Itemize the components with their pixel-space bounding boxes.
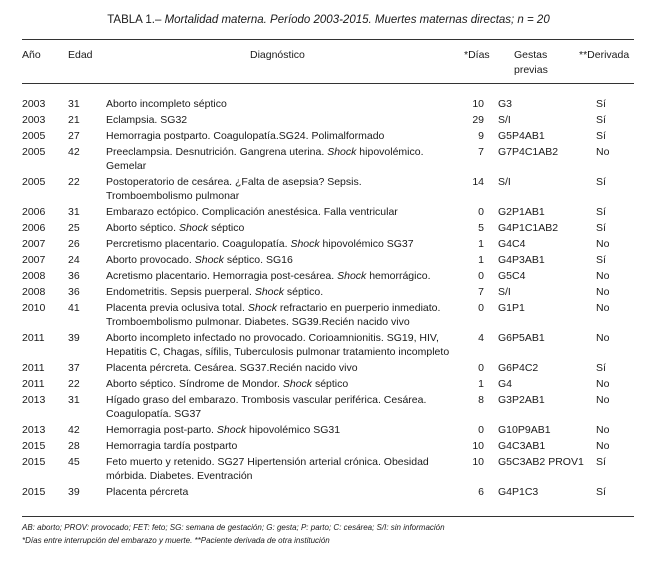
cell-derivada: No bbox=[596, 332, 610, 344]
caption-text: Mortalidad materna. Período 2003-2015. Muertes maternas directas; n = 20 bbox=[164, 14, 550, 26]
cell-age: 22 bbox=[68, 378, 80, 390]
cell-gestas: S/I bbox=[498, 114, 511, 126]
cell-gestas: G4 bbox=[498, 378, 513, 390]
cell-days: 10 bbox=[472, 440, 484, 452]
cell-days: 0 bbox=[478, 362, 484, 374]
cell-age: 25 bbox=[68, 222, 80, 234]
cell-derivada: Sí bbox=[596, 254, 606, 266]
cell-days: 1 bbox=[478, 254, 484, 266]
header-days: *Días bbox=[464, 49, 490, 61]
cell-days: 5 bbox=[478, 222, 484, 234]
footnote-definitions: *Días entre interrupción del embarazo y muerte. **Paciente derivada de otra institución bbox=[22, 536, 330, 545]
cell-year: 2008 bbox=[22, 286, 46, 298]
cell-year: 2008 bbox=[22, 270, 46, 282]
cell-year: 2005 bbox=[22, 130, 46, 142]
cell-derivada: No bbox=[596, 378, 610, 390]
cell-gestas: G6P5AB1 bbox=[498, 332, 545, 344]
cell-diagnosis-line: Gemelar bbox=[106, 160, 147, 172]
header-derivada: **Derivada bbox=[579, 49, 630, 61]
cell-days: 0 bbox=[478, 424, 484, 436]
cell-derivada: Sí bbox=[596, 456, 606, 468]
cell-age: 37 bbox=[68, 362, 80, 374]
cell-gestas: G4P1C1AB2 bbox=[498, 222, 559, 234]
header-year: Año bbox=[22, 49, 41, 61]
cell-derivada: No bbox=[596, 270, 610, 282]
cell-diagnosis-line: Percretismo placentario. Coagulopatía. Shock hipovolémico SG37 bbox=[106, 238, 414, 250]
cell-derivada: Sí bbox=[596, 486, 606, 498]
header-gestas-line1: Gestas bbox=[514, 49, 548, 61]
cell-age: 26 bbox=[68, 238, 80, 250]
cell-diagnosis-line: Placenta pércreta. Cesárea. SG37.Recién nacido vivo bbox=[106, 362, 358, 374]
cell-gestas: G4P3AB1 bbox=[498, 254, 545, 266]
cell-gestas: G6P4C2 bbox=[498, 362, 539, 374]
cell-diagnosis-line: Aborto provocado. Shock séptico. SG16 bbox=[106, 254, 293, 266]
cell-year: 2011 bbox=[22, 362, 45, 374]
cell-diagnosis-line: Embarazo ectópico. Complicación anestésica. Falla ventricular bbox=[106, 206, 398, 218]
cell-diagnosis-line: Postoperatorio de cesárea. ¿Falta de asepsia? Sepsis. bbox=[106, 176, 362, 188]
cell-derivada: No bbox=[596, 394, 610, 406]
cell-year: 2005 bbox=[22, 146, 46, 158]
cell-derivada: No bbox=[596, 286, 610, 298]
header-age: Edad bbox=[68, 49, 93, 61]
cell-age: 42 bbox=[68, 424, 80, 436]
cell-days: 7 bbox=[478, 146, 484, 158]
cell-diagnosis-line: Coagulopatía. SG37 bbox=[106, 408, 202, 420]
cell-derivada: No bbox=[596, 302, 610, 314]
cell-derivada: Sí bbox=[596, 362, 606, 374]
cell-year: 2003 bbox=[22, 114, 46, 126]
cell-days: 14 bbox=[472, 176, 484, 188]
cell-year: 2010 bbox=[22, 302, 46, 314]
cell-age: 45 bbox=[68, 456, 80, 468]
cell-derivada: No bbox=[596, 424, 610, 436]
header-rule bbox=[22, 83, 634, 84]
cell-diagnosis-line: Preeclampsia. Desnutrición. Gangrena uterina. Shock hipovolémico. bbox=[106, 146, 424, 158]
cell-days: 10 bbox=[472, 456, 484, 468]
cell-gestas: G3 bbox=[498, 98, 513, 110]
cell-gestas: G5C4 bbox=[498, 270, 526, 282]
cell-diagnosis-line: Aborto incompleto séptico bbox=[106, 98, 227, 110]
cell-age: 42 bbox=[68, 146, 80, 158]
cell-year: 2015 bbox=[22, 486, 46, 498]
cell-derivada: Sí bbox=[596, 130, 606, 142]
cell-gestas: G4C3AB1 bbox=[498, 440, 546, 452]
cell-days: 0 bbox=[478, 302, 484, 314]
cell-gestas: G7P4C1AB2 bbox=[498, 146, 559, 158]
footnote-abbreviations: AB: aborto; PROV: provocado; FET: feto; SG: semana de gestación; G: gesta; P: parto; C: cesárea; S/I: sin información bbox=[22, 523, 445, 532]
cell-days: 29 bbox=[472, 114, 484, 126]
cell-year: 2006 bbox=[22, 206, 46, 218]
cell-diagnosis-line: Placenta pércreta bbox=[106, 486, 189, 498]
cell-year: 2011 bbox=[22, 332, 45, 344]
cell-gestas: S/I bbox=[498, 286, 511, 298]
cell-diagnosis-line: Hemorragia post-parto. Shock hipovolémico SG31 bbox=[106, 424, 341, 436]
cell-age: 31 bbox=[68, 206, 80, 218]
cell-age: 28 bbox=[68, 440, 80, 452]
cell-derivada: Sí bbox=[596, 98, 606, 110]
cell-year: 2015 bbox=[22, 440, 46, 452]
cell-year: 2015 bbox=[22, 456, 46, 468]
cell-days: 4 bbox=[478, 332, 484, 344]
cell-derivada: No bbox=[596, 146, 610, 158]
cell-age: 39 bbox=[68, 486, 80, 498]
cell-diagnosis-line: Acretismo placentario. Hemorragia post-cesárea. Shock hemorrágico. bbox=[106, 270, 431, 282]
cell-diagnosis-line: Aborto séptico. Síndrome de Mondor. Shock séptico bbox=[106, 378, 349, 390]
cell-year: 2013 bbox=[22, 394, 46, 406]
cell-gestas: G1P1 bbox=[498, 302, 525, 314]
cell-derivada: Sí bbox=[596, 222, 606, 234]
cell-diagnosis-line: mórbida. Diabetes. Eventración bbox=[106, 470, 253, 482]
cell-diagnosis-line: Eclampsia. SG32 bbox=[106, 114, 188, 126]
cell-derivada: No bbox=[596, 440, 610, 452]
cell-days: 6 bbox=[478, 486, 484, 498]
cell-diagnosis-line: Hígado graso del embarazo. Trombosis vascular periférica. Cesárea. bbox=[106, 394, 427, 406]
cell-gestas: G4P1C3 bbox=[498, 486, 539, 498]
cell-age: 21 bbox=[68, 114, 80, 126]
cell-age: 22 bbox=[68, 176, 80, 188]
cell-days: 9 bbox=[478, 130, 484, 142]
cell-days: 0 bbox=[478, 206, 484, 218]
cell-derivada: Sí bbox=[596, 206, 606, 218]
cell-days: 1 bbox=[478, 238, 484, 250]
cell-gestas: S/I bbox=[498, 176, 511, 188]
cell-gestas: G5C3AB2 PROV1 bbox=[498, 456, 584, 468]
cell-age: 36 bbox=[68, 286, 80, 298]
bottom-rule bbox=[22, 516, 634, 517]
cell-days: 7 bbox=[478, 286, 484, 298]
cell-age: 36 bbox=[68, 270, 80, 282]
cell-gestas: G5P4AB1 bbox=[498, 130, 545, 142]
cell-gestas: G3P2AB1 bbox=[498, 394, 545, 406]
cell-diagnosis-line: Aborto incompleto infectado no provocado. Corioamnionitis. SG19, HIV, bbox=[106, 332, 439, 344]
cell-derivada: No bbox=[596, 238, 610, 250]
cell-days: 10 bbox=[472, 98, 484, 110]
cell-year: 2005 bbox=[22, 176, 46, 188]
cell-diagnosis-line: Hemorragia tardía postparto bbox=[106, 440, 238, 452]
cell-age: 24 bbox=[68, 254, 80, 266]
header-diagnosis: Diagnóstico bbox=[250, 49, 305, 61]
table-caption bbox=[0, 14, 657, 26]
cell-year: 2006 bbox=[22, 222, 46, 234]
top-rule bbox=[22, 39, 634, 40]
cell-days: 0 bbox=[478, 270, 484, 282]
cell-gestas: G4C4 bbox=[498, 238, 526, 250]
cell-diagnosis-line: Hepatitis C, Chagas, sífilis, Tuberculosis pulmonar tratamiento incompleto bbox=[106, 346, 450, 358]
cell-days: 8 bbox=[478, 394, 484, 406]
cell-age: 27 bbox=[68, 130, 80, 142]
cell-age: 39 bbox=[68, 332, 80, 344]
cell-gestas: G2P1AB1 bbox=[498, 206, 545, 218]
cell-diagnosis-line: Tromboembolismo pulmonar. Diabetes. SG39.Recién nacido vivo bbox=[106, 316, 410, 328]
cell-derivada: Sí bbox=[596, 114, 606, 126]
cell-diagnosis-line: Hemorragia postparto. Coagulopatía.SG24. Polimalformado bbox=[106, 130, 385, 142]
cell-diagnosis-line: Aborto séptico. Shock séptico bbox=[106, 222, 245, 234]
cell-age: 41 bbox=[68, 302, 80, 314]
cell-year: 2011 bbox=[22, 378, 45, 390]
header-gestas-line2: previas bbox=[514, 64, 548, 76]
cell-year: 2007 bbox=[22, 238, 46, 250]
cell-days: 1 bbox=[478, 378, 484, 390]
cell-gestas: G10P9AB1 bbox=[498, 424, 551, 436]
cell-year: 2003 bbox=[22, 98, 46, 110]
caption-label: TABLA 1.– bbox=[107, 14, 165, 26]
cell-year: 2013 bbox=[22, 424, 46, 436]
cell-diagnosis-line: Endometritis. Sepsis puerperal. Shock séptico. bbox=[106, 286, 324, 298]
cell-diagnosis-line: Placenta previa oclusiva total. Shock refractario en puerperio inmediato. bbox=[106, 302, 441, 314]
cell-age: 31 bbox=[68, 394, 80, 406]
cell-diagnosis-line: Feto muerto y retenido. SG27 Hipertensión arterial crónica. Obesidad bbox=[106, 456, 429, 468]
cell-year: 2007 bbox=[22, 254, 46, 266]
cell-derivada: Sí bbox=[596, 176, 606, 188]
cell-diagnosis-line: Tromboembolismo pulmonar bbox=[106, 190, 240, 202]
cell-age: 31 bbox=[68, 98, 80, 110]
